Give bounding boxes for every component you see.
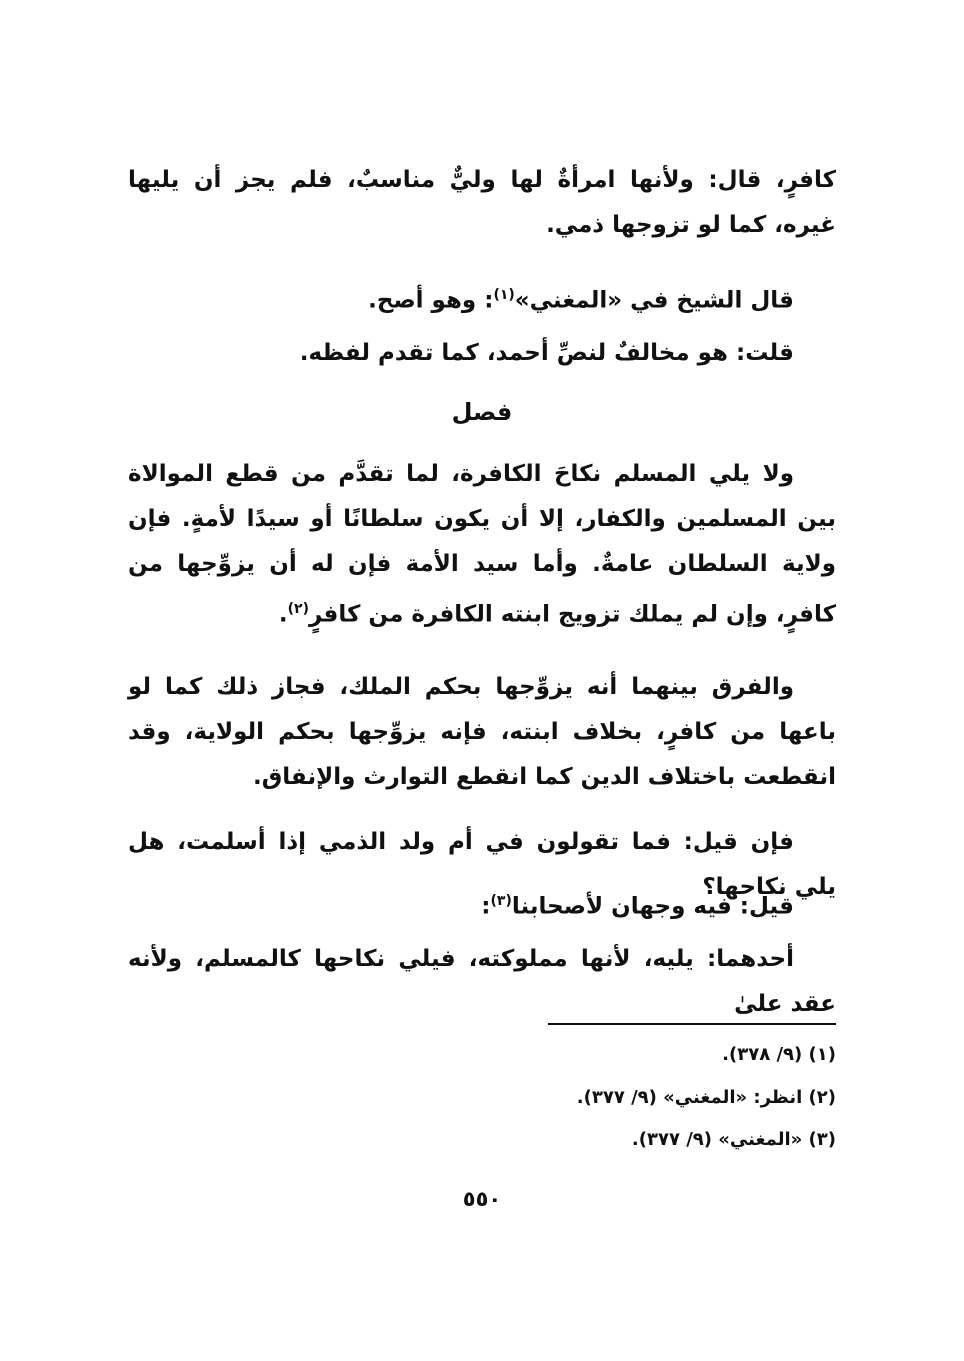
footnote-2: (٢) انظر: «المغني» (٩/ ٣٧٧). [576, 1087, 836, 1108]
footnote-1: (١) (٩/ ٣٧٨). [722, 1044, 836, 1065]
paragraph-1 [128, 158, 836, 248]
footnote-ref-1: (١) [493, 287, 515, 303]
paragraph-2 [128, 273, 836, 324]
footnote-divider [548, 1023, 836, 1025]
page-number: ٥٥٠ [462, 1187, 502, 1211]
footnote-ref-2: (٢) [287, 601, 309, 617]
paragraph-3-text: قلت: هو مخالفٌ لنصِّ أحمد، كما تقدم لفظه. [299, 340, 794, 366]
paragraph-1-text: كافرٍ، قال: ولأنها امرأةٌ لها وليٌّ مناسبٌ، فلم يجز أن يليها غيره، كما لو تزوجها ذمي. [128, 167, 836, 238]
paragraph-7 [128, 879, 836, 930]
paragraph-5-text: والفرق بينهما أنه يزوِّجها بحكم الملك، فجاز ذلك كما لو باعها من كافرٍ، بخلاف ابنته، فإنه يزوِّجها بحكم الولاية، وقد انقطعت باختلاف الدين كما انقطع التوارث والإنفاق. [128, 674, 836, 790]
paragraph-6-text: فإن قيل: فما تقولون في أم ولد الذمي إذا أسلمت، هل يلي نكاحها؟ [128, 829, 836, 900]
paragraph-4-tail: . [278, 601, 288, 628]
paragraph-2-tail: : وهو أصح. [368, 287, 494, 314]
paragraph-7-text: قيل: فيه وجهان لأصحابنا [511, 893, 794, 920]
paragraph-7-tail: : [481, 893, 491, 920]
paragraph-8-text: أحدهما: يليه، لأنها مملوكته، فيلي نكاحها كالمسلم، ولأنه عقد علىٰ [128, 946, 836, 1017]
paragraph-8 [128, 937, 836, 1027]
footnote-3: (٣) «المغني» (٩/ ٣٧٧). [631, 1129, 836, 1150]
paragraph-4-text: ولا يلي المسلم نكاحَ الكافرة، لما تقدَّم من قطع الموالاة بين المسلمين والكفار، إلا أن يكون سلطانًا أو سيدًا لأمةٍ. فإن ولاية السلطان عامةٌ. وأما سيد الأمة فإن له أن يزوِّجها من كافرٍ، وإن لم يملك تزويج ابنته الكافرة من كافرٍ [128, 461, 836, 628]
paragraph-3 [128, 331, 836, 376]
section-heading: فصل [451, 398, 513, 426]
footnote-ref-3: (٣) [490, 893, 512, 909]
paragraph-5 [128, 665, 836, 800]
paragraph-2-text: قال الشيخ في «المغني» [514, 287, 794, 314]
paragraph-4 [128, 452, 836, 638]
